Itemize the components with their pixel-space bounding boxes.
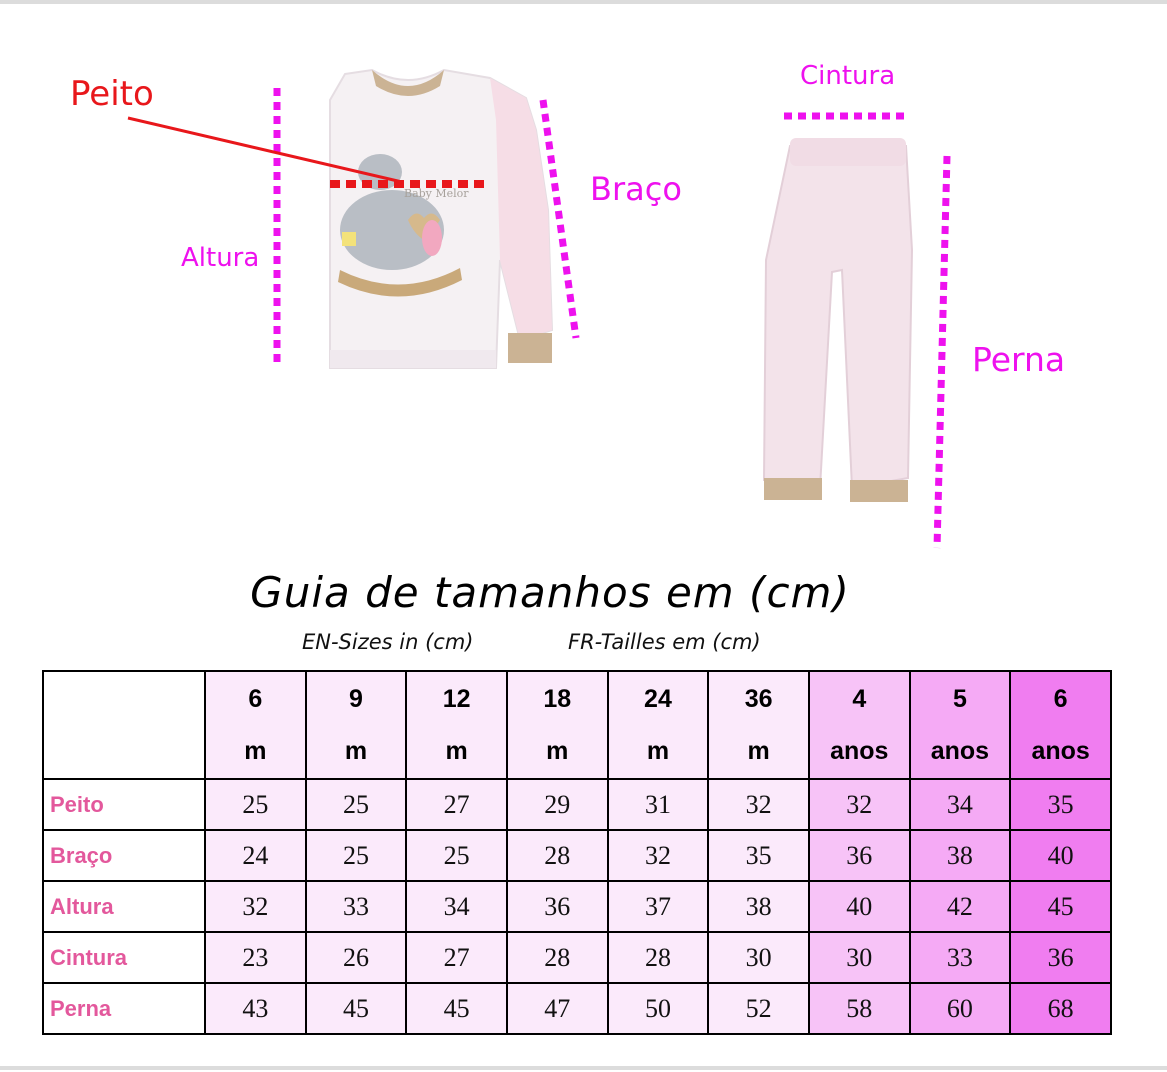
peito-label: Peito xyxy=(70,74,154,114)
table-cell: 32 xyxy=(205,881,306,932)
size-num: 4 xyxy=(852,685,867,713)
table-cell: 36 xyxy=(1010,932,1111,983)
size-col-18m xyxy=(507,671,608,779)
row-label: Altura xyxy=(43,881,205,932)
table-cell: 58 xyxy=(809,983,910,1034)
header-corner-cell xyxy=(43,671,205,779)
table-cell: 32 xyxy=(608,830,709,881)
table-cell: 45 xyxy=(406,983,507,1034)
table-cell: 35 xyxy=(708,830,809,881)
size-table xyxy=(42,670,1112,1035)
table-cell: 27 xyxy=(406,779,507,830)
table-cell: 26 xyxy=(306,932,407,983)
size-col-12m xyxy=(406,671,507,779)
table-row-cintura xyxy=(43,932,1111,983)
table-cell: 28 xyxy=(507,932,608,983)
table-row-peito xyxy=(43,779,1111,830)
size-unit: anos xyxy=(930,737,990,765)
table-cell: 52 xyxy=(708,983,809,1034)
row-label: Peito xyxy=(43,779,205,830)
size-num: 12 xyxy=(442,685,471,713)
size-num: 36 xyxy=(744,685,773,713)
table-cell: 38 xyxy=(910,830,1011,881)
table-row-perna xyxy=(43,983,1111,1034)
perna-guide-line xyxy=(937,156,947,548)
table-row-altura xyxy=(43,881,1111,932)
table-cell: 37 xyxy=(608,881,709,932)
size-num: 5 xyxy=(952,685,967,713)
table-cell: 31 xyxy=(608,779,709,830)
table-cell: 27 xyxy=(406,932,507,983)
table-cell: 50 xyxy=(608,983,709,1034)
table-cell: 45 xyxy=(306,983,407,1034)
subtitle-fr: FR-Tailles em (cm) xyxy=(568,630,761,654)
table-cell: 60 xyxy=(910,983,1011,1034)
size-num: 9 xyxy=(349,685,363,713)
table-row-braco xyxy=(43,830,1111,881)
table-cell: 25 xyxy=(406,830,507,881)
size-col-4anos xyxy=(809,671,910,779)
size-num: 24 xyxy=(644,685,672,713)
table-cell: 35 xyxy=(1010,779,1111,830)
table-cell: 29 xyxy=(507,779,608,830)
table-cell: 42 xyxy=(910,881,1011,932)
size-col-36m xyxy=(708,671,809,779)
size-unit: anos xyxy=(830,737,889,765)
table-cell: 36 xyxy=(809,830,910,881)
table-cell: 36 xyxy=(507,881,608,932)
table-cell: 30 xyxy=(708,932,809,983)
subtitle-en: EN-Sizes in (cm) xyxy=(302,630,474,654)
size-unit: m xyxy=(546,737,569,765)
size-col-9m xyxy=(306,671,407,779)
table-cell: 38 xyxy=(708,881,809,932)
shirt-image xyxy=(326,70,552,396)
braco-label: Braço xyxy=(590,170,682,208)
table-cell: 28 xyxy=(608,932,709,983)
table-cell: 33 xyxy=(910,932,1011,983)
size-unit: m xyxy=(244,737,267,765)
table-cell: 25 xyxy=(205,779,306,830)
altura-label: Altura xyxy=(181,243,260,273)
table-cell: 25 xyxy=(306,830,407,881)
cintura-label: Cintura xyxy=(800,61,896,91)
row-label: Braço xyxy=(43,830,205,881)
table-cell: 34 xyxy=(910,779,1011,830)
table-cell: 23 xyxy=(205,932,306,983)
size-unit: m xyxy=(747,737,770,765)
table-cell: 32 xyxy=(809,779,910,830)
table-cell: 30 xyxy=(809,932,910,983)
size-num: 6 xyxy=(248,685,263,713)
row-label: Cintura xyxy=(43,932,205,983)
size-col-6m xyxy=(205,671,306,779)
table-cell: 40 xyxy=(809,881,910,932)
size-unit: anos xyxy=(1031,737,1090,765)
shirt-print-text: Baby Melor xyxy=(404,187,469,200)
size-col-6anos xyxy=(1010,671,1111,779)
size-num: 6 xyxy=(1053,685,1068,713)
table-cell: 24 xyxy=(205,830,306,881)
size-unit: m xyxy=(646,737,670,765)
size-col-5anos xyxy=(910,671,1011,779)
pants-image xyxy=(752,110,928,514)
table-cell: 33 xyxy=(306,881,407,932)
size-unit: m xyxy=(344,737,368,765)
size-guide-title: Guia de tamanhos em (cm) xyxy=(250,568,850,617)
table-cell: 45 xyxy=(1010,881,1111,932)
table-cell: 28 xyxy=(507,830,608,881)
table-cell: 40 xyxy=(1010,830,1111,881)
table-cell: 47 xyxy=(507,983,608,1034)
table-cell: 34 xyxy=(406,881,507,932)
table-cell: 43 xyxy=(205,983,306,1034)
table-cell: 68 xyxy=(1010,983,1111,1034)
perna-label: Perna xyxy=(972,340,1066,379)
table-cell: 25 xyxy=(306,779,407,830)
size-unit: m xyxy=(445,737,468,765)
table-cell: 32 xyxy=(708,779,809,830)
size-num: 18 xyxy=(543,685,572,713)
bottom-border xyxy=(0,1066,1167,1070)
size-header-row xyxy=(43,671,1111,779)
size-col-24m xyxy=(608,671,709,779)
row-label: Perna xyxy=(43,983,205,1034)
